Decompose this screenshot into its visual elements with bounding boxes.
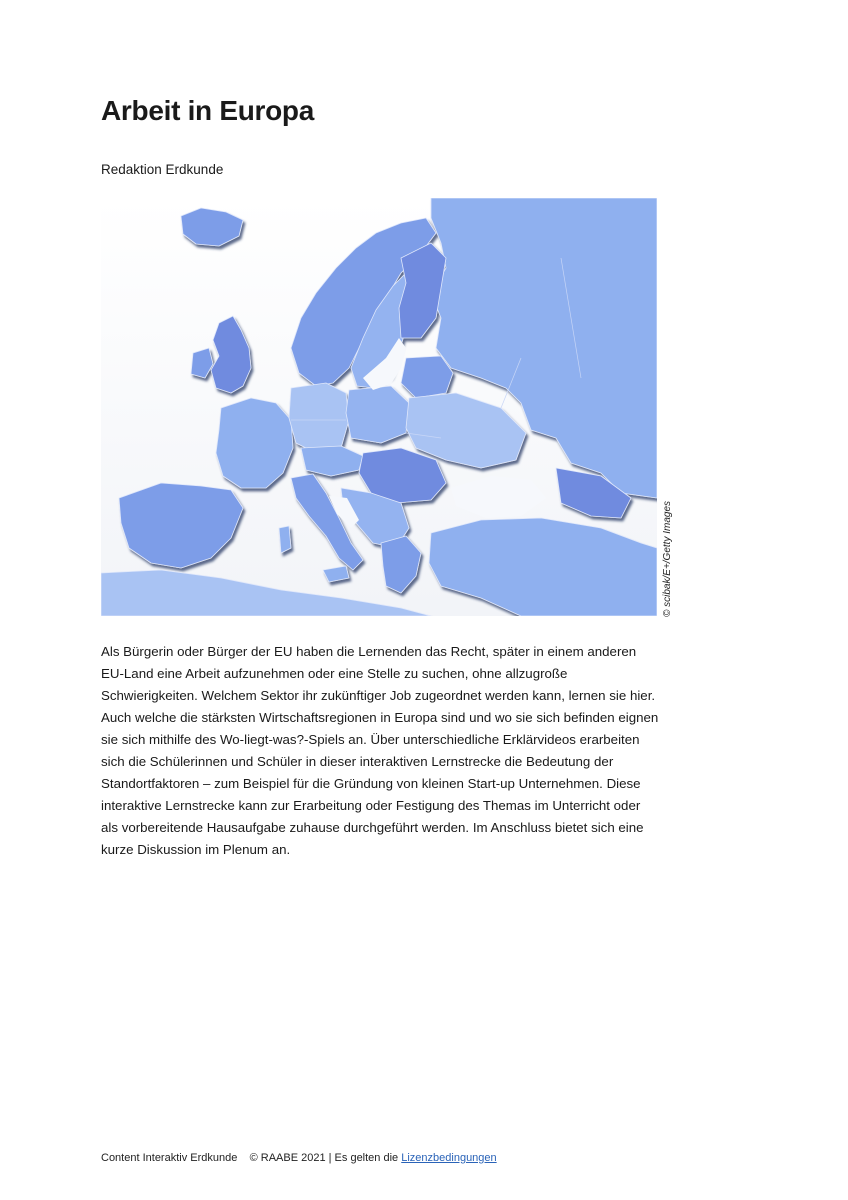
map-region-sardinia — [279, 526, 291, 553]
map-region-france — [216, 398, 293, 488]
footer — [101, 1152, 497, 1164]
europe-map-illustration — [101, 198, 657, 616]
map-region-germany — [289, 383, 349, 453]
europe-map-image — [101, 198, 657, 616]
author-line: Redaktion Erdkunde — [101, 162, 224, 177]
image-credit: © scibak/E+/Getty Images — [662, 500, 673, 617]
map-region-poland — [346, 386, 409, 443]
license-link[interactable]: Lizenzbedingungen — [401, 1152, 497, 1164]
footer-copyright: © RAABE 2021 | Es gelten die — [249, 1152, 399, 1164]
intro-paragraph: Als Bürgerin oder Bürger der EU haben die Lernenden das Recht, später in einem anderen EU-Land eine Arbeit aufzunehmen oder eine Stelle zu suchen, ohne allzugroße Schwierigkeiten. Welchem Sektor ihr zukünftiger Job zugeordnet werden kann, lernen sie hier. Auch welche die stärksten Wirtschaftsregionen in Europa sind und wo sie sich befinden eignen sie sich mithilfe des Wo-liegt-was?-Spiels an. Über unterschiedliche Erklärvideos erarbeiten sich die Schülerinnen und Schüler in dieser interaktiven Lernstrecke die Bedeutung der Standortfaktoren – zum Beispiel für die Gründung von kleinen Start-up Unternehmen. Diese interaktive Lernstrecke kann zur Erarbeitung oder Festigung des Themas im Unterricht oder als vorbereitende Hausaufgabe zuhause durchgeführt werden. Im Anschluss bietet sich eine kurze Diskussion im Plenum an. — [101, 644, 659, 857]
page-title: Arbeit in Europa — [101, 95, 314, 126]
footer-product: Content Interaktiv Erdkunde — [101, 1152, 238, 1164]
